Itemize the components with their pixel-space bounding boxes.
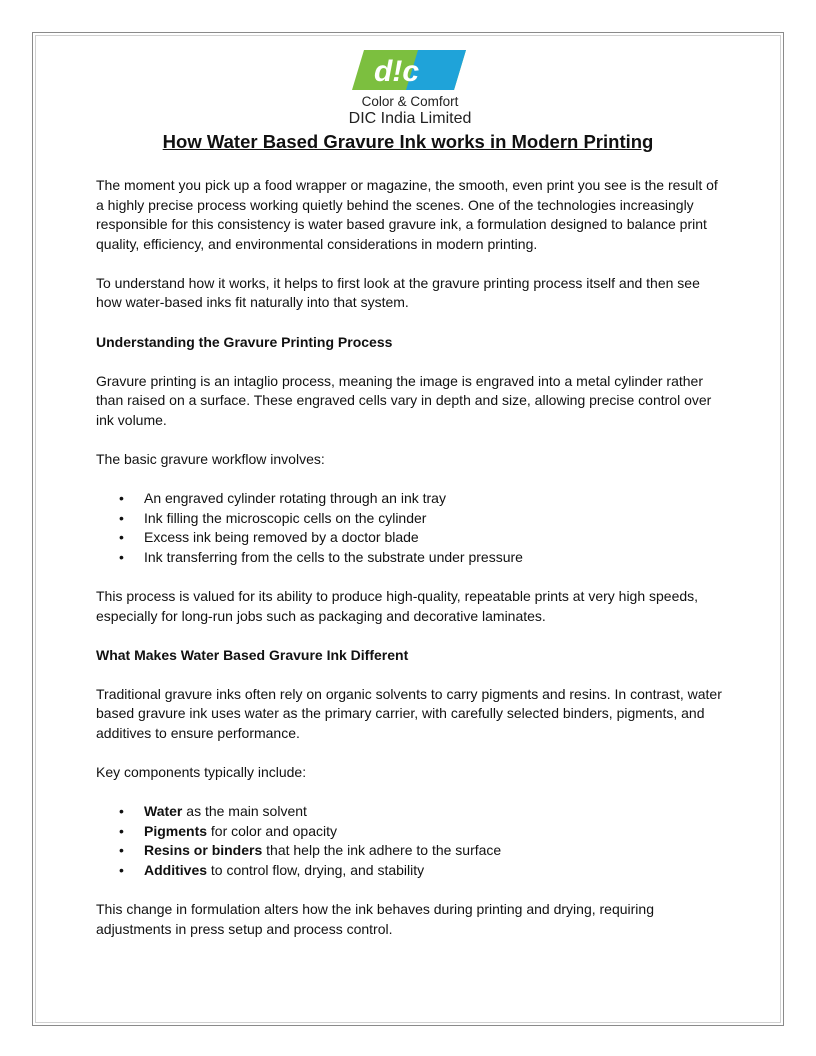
list-item: • Ink transferring from the cells to the substrate under pressure — [144, 548, 726, 568]
list-item: • Excess ink being removed by a doctor blade — [144, 528, 726, 548]
section2-paragraph-1: Traditional gravure inks often rely on organic solvents to carry pigments and resins. In contrast, water based gravure ink uses water as the primary carrier, with carefully selected binders, pigments, and additives to ensure performance. — [96, 685, 722, 741]
list-item: • An engraved cylinder rotating through an ink tray — [144, 489, 726, 509]
intro-paragraph-2: To understand how it works, it helps to first look at the gravure printing process itself and then see how water-based inks fit naturally into that system. — [96, 274, 700, 311]
section1-paragraph-2: The basic gravure workflow involves: — [96, 450, 325, 467]
component-description: to control flow, drying, and stability — [207, 861, 425, 878]
component-term: Pigments — [144, 822, 208, 839]
dic-logo — [350, 48, 468, 92]
component-description: that help the ink adhere to the surface — [262, 842, 502, 859]
company-name: DIC India Limited — [348, 110, 472, 127]
list-item — [144, 841, 726, 861]
section2-paragraph-3: This change in formulation alters how the ink behaves during printing and drying, requiring adjustments in press setup and process control. — [96, 900, 654, 937]
components-list — [96, 802, 726, 880]
section1-paragraph-3: This process is valued for its ability to produce high-quality, repeatable prints at very high speeds, especially for long-run jobs such as packaging and decorative laminates. — [96, 587, 699, 624]
page-title: How Water Based Gravure Ink works in Modern Printing — [162, 131, 654, 152]
workflow-list — [96, 489, 726, 567]
brand-tagline: Color & Comfort — [361, 94, 459, 109]
article-body — [96, 176, 726, 959]
component-term: Water — [144, 803, 183, 820]
list-item — [144, 802, 726, 822]
component-description: as the main solvent — [182, 803, 307, 820]
component-term: Additives — [144, 861, 208, 878]
list-item — [144, 822, 726, 842]
section2-paragraph-2: Key components typically include: — [96, 763, 307, 780]
list-item: • Ink filling the microscopic cells on the cylinder — [144, 509, 726, 529]
section1-heading: Understanding the Gravure Printing Process — [96, 333, 393, 350]
intro-paragraph-1: The moment you pick up a food wrapper or magazine, the smooth, even print you see is the result of a highly precise process working quietly behind the scenes. One of the technologies increasingly responsible for this consistency is water based gravure ink, a formulation designed to balance print quality, efficiency, and environmental considerations in modern printing. — [96, 177, 718, 252]
section1-paragraph-1: Gravure printing is an intaglio process, meaning the image is engraved into a metal cylinder rather than raised on a surface. These engraved cells vary in depth and size, allowing precise control over ink volume. — [96, 372, 712, 428]
logo-text: d!c — [374, 55, 419, 88]
component-term: Resins or binders — [144, 842, 263, 859]
list-item — [144, 861, 726, 881]
component-description: for color and opacity — [207, 822, 337, 839]
section2-heading: What Makes Water Based Gravure Ink Different — [96, 646, 409, 663]
